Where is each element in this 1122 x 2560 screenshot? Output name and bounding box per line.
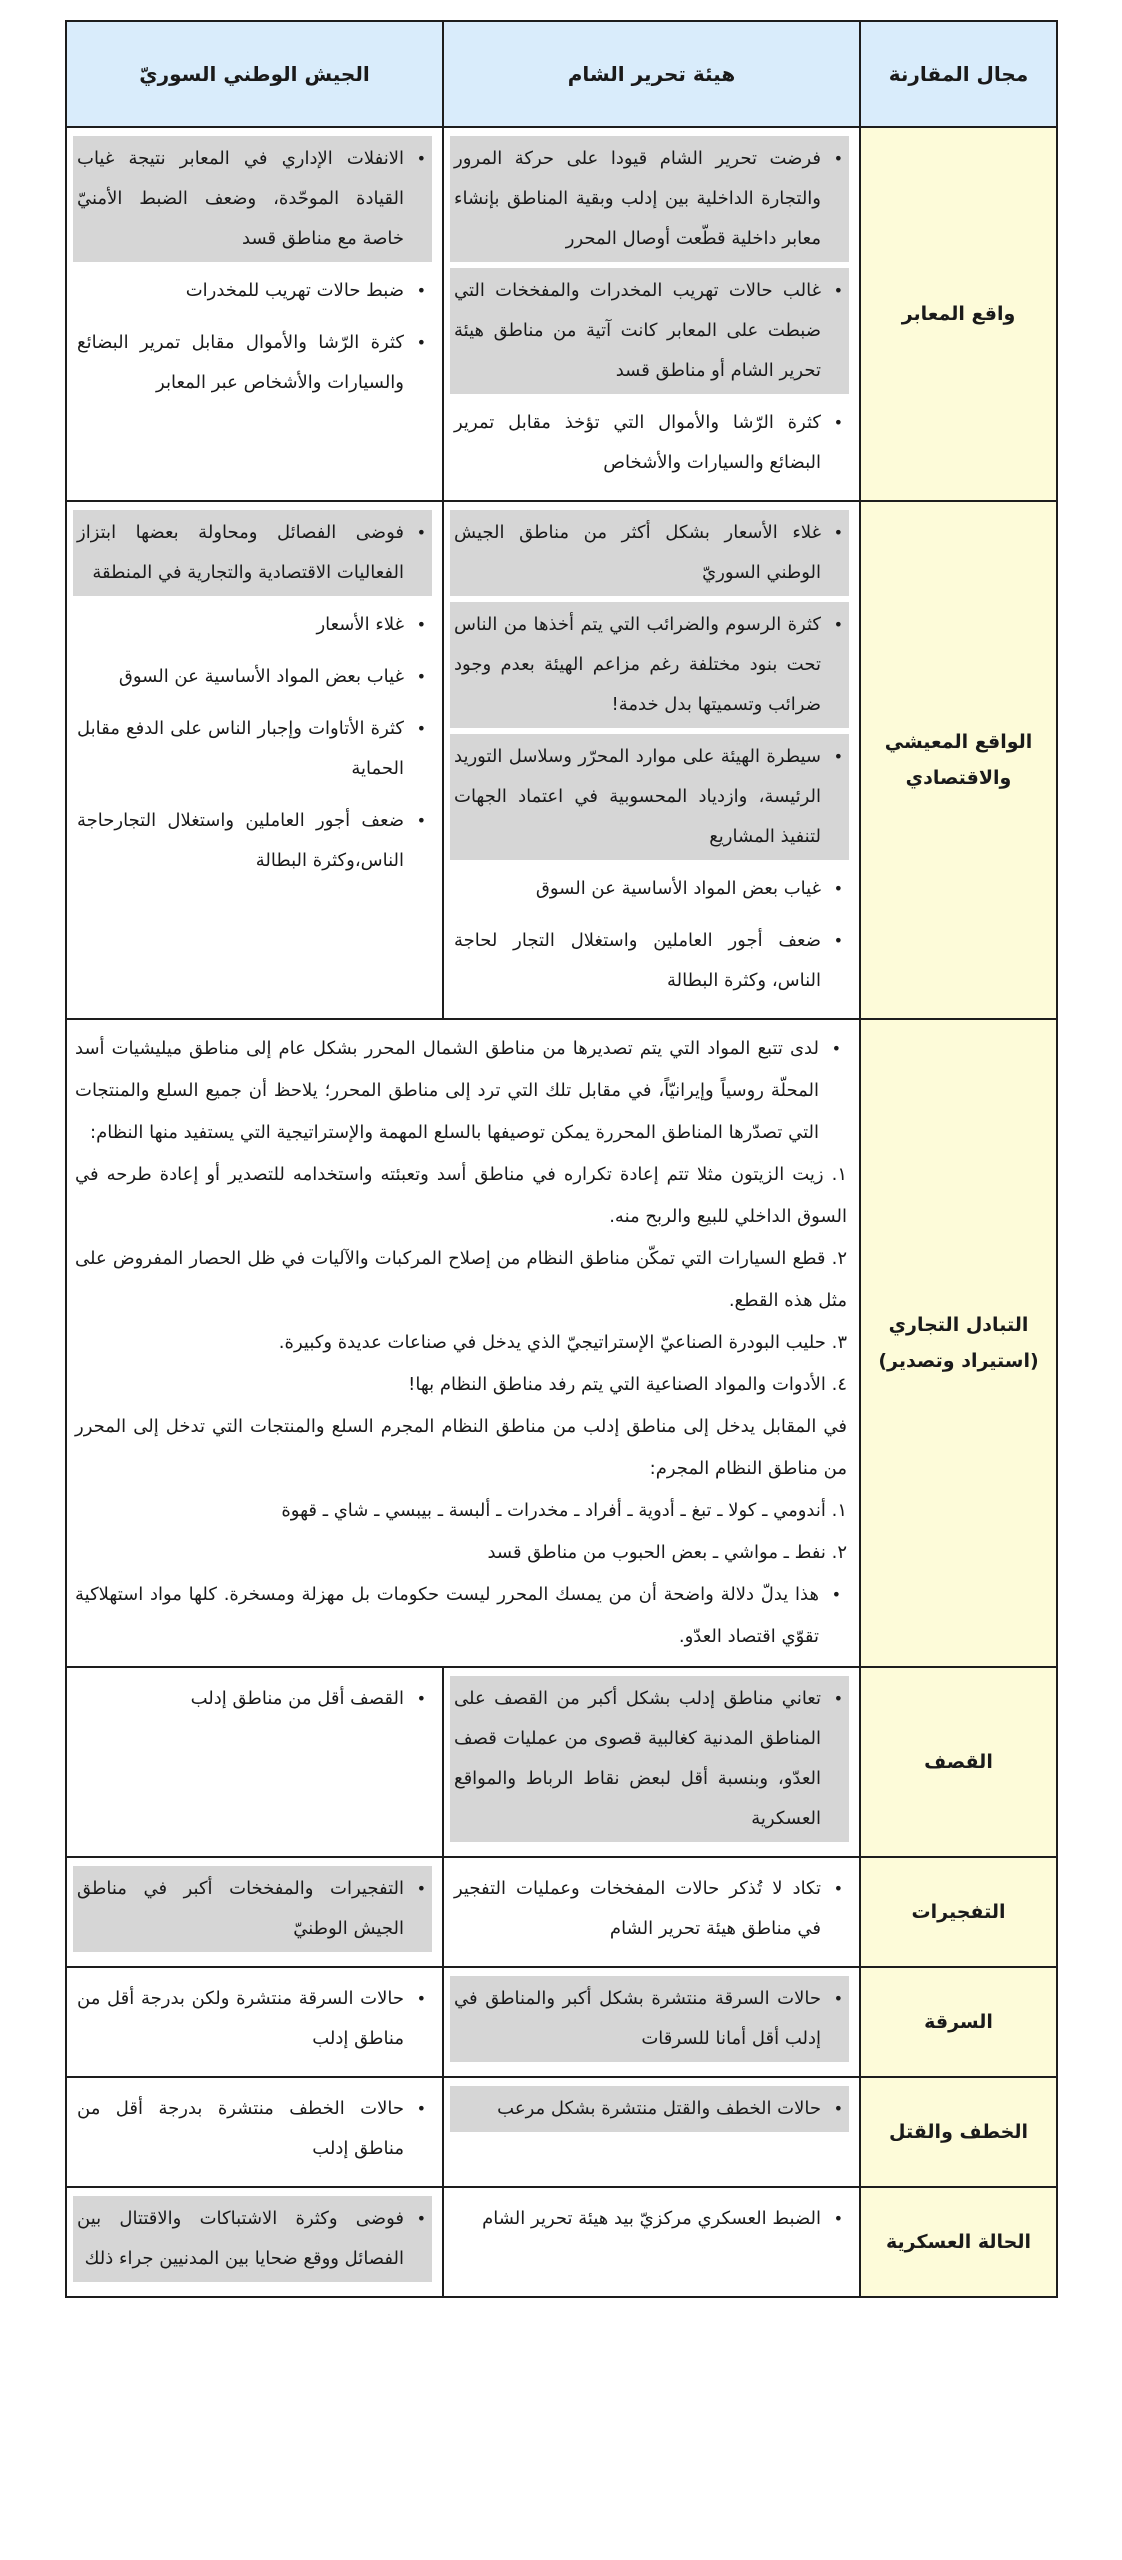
table-row — [66, 1857, 1057, 1967]
trade-paragraph: • هذا يدلّ دلالة واضحة أن من يمسك المحرر ليست حكومات بل مهزلة ومسخرة. كلها مواد استهلاكية تقوّي اقتصاد العدّو. — [75, 1574, 847, 1658]
hts-point: • غلاء الأسعار بشكل أكثر من مناطق الجيش الوطني السوريّ — [450, 510, 849, 596]
army-points-list — [73, 1676, 432, 1722]
army-points-list — [73, 136, 432, 406]
trade-paragraph: • لدى تتبع المواد التي يتم تصديرها من مناطق الشمال المحرر بشكل عام إلى مناطق ميليشيات أسد المحلّة روسياً وإيرانيّاً، في مقابل تلك التي ترد إلى مناطق المحرر؛ يلاحظ أن جميع السلع والمنتجات التي تصدّرها المناطق المحررة يمكن توصيفها بالسلع المهمة والإستراتيجية التي يستفيد منها النظام: — [75, 1028, 847, 1154]
army-point: • حالات السرقة منتشرة ولكن بدرجة أقل من مناطق إدلب — [73, 1976, 432, 2062]
merged-trade-cell — [66, 1019, 860, 1667]
table-row — [66, 2187, 1057, 2297]
hts-points-list — [450, 136, 849, 486]
trade-paragraph: ٢. قطع السيارات التي تمكّن مناطق النظام من إصلاح المركبات والآليات في ظل الحصار المفروض على مثل هذه القطع. — [75, 1248, 847, 1311]
hts-point: • فرضت تحرير الشام قيودا على حركة المرور والتجارة الداخلية بين إدلب وبقية المناطق بإنشاء معابر داخلية قطّعت أوصال المحرر — [450, 136, 849, 262]
army-cell — [66, 1667, 443, 1857]
army-points-list — [73, 1866, 432, 1952]
army-cell — [66, 127, 443, 501]
hts-cell — [443, 2077, 860, 2187]
army-point: • فوضى الفصائل ومحاولة بعضها ابتزاز الفعاليات الاقتصادية والتجارية في المنطقة — [73, 510, 432, 596]
table-row — [66, 1019, 1057, 1667]
comparison-field-cell: الخطف والقتل — [860, 2077, 1057, 2187]
comparison-field-cell: السرقة — [860, 1967, 1057, 2077]
trade-paragraph: ١. زيت الزيتون مثلا تتم إعادة تكراره في مناطق أسد وتعبئته واستخدامه للتصدير أو إعادة طرحه في السوق الداخلي للبيع والربح منه. — [75, 1164, 847, 1227]
hts-cell — [443, 1667, 860, 1857]
army-point: • كثرة الأتاوات وإجبار الناس على الدفع مقابل الحماية — [73, 706, 432, 792]
hts-point: • غالب حالات تهريب المخدرات والمفخخات التي ضبطت على المعابر كانت آتية من مناطق هيئة تحرير الشام أو مناطق قسد — [450, 268, 849, 394]
army-point: • الانفلات الإداري في المعابر نتيجة غياب القيادة الموحّدة، وضعف الضبط الأمنيّ خاصة مع مناطق قسد — [73, 136, 432, 262]
table-row — [66, 1667, 1057, 1857]
army-point: • غلاء الأسعار — [73, 602, 432, 648]
comparison-field-cell: الواقع المعيشي والاقتصادي — [860, 501, 1057, 1019]
table-row — [66, 501, 1057, 1019]
army-cell — [66, 1857, 443, 1967]
army-cell — [66, 2077, 443, 2187]
army-point: • القصف أقل من مناطق إدلب — [73, 1676, 432, 1722]
hts-points-list — [450, 2196, 849, 2242]
army-point: • فوضى وكثرة الاشتباكات والاقتتال بين الفصائل ووقع ضحايا بين المدنيين جراء ذلك — [73, 2196, 432, 2282]
hts-cell — [443, 2187, 860, 2297]
hts-point: • الضبط العسكري مركزيّ بيد هيئة تحرير الشام — [450, 2196, 849, 2242]
hts-point: • تكاد لا تُذكر حالات المفخخات وعمليات التفجير في مناطق هيئة تحرير الشام — [450, 1866, 849, 1952]
comparison-field-cell: التفجيرات — [860, 1857, 1057, 1967]
comparison-field-cell: واقع المعابر — [860, 127, 1057, 501]
army-points-list — [73, 2086, 432, 2172]
hts-point: • كثرة الرّشا والأموال التي تؤخذ مقابل تمرير البضائع والسيارات والأشخاص — [450, 400, 849, 486]
table-row — [66, 2077, 1057, 2187]
hts-cell — [443, 1967, 860, 2077]
table-row — [66, 127, 1057, 501]
army-cell — [66, 501, 443, 1019]
hts-point: • كثرة الرسوم والضرائب التي يتم أخذها من الناس تحت بنود مختلفة رغم مزاعم الهيئة بعدم وجود ضرائب وتسميتها بدل خدمة! — [450, 602, 849, 728]
trade-paragraph: ١. أندومي ـ كولا ـ تبغ ـ أدوية ـ أفراد ـ مخدرات ـ ألبسة ـ بيبسي ـ شاي ـ قهوة — [281, 1500, 847, 1521]
header-comparison-field: مجال المقارنة — [860, 21, 1057, 127]
army-point: • ضعف أجور العاملين واستغلال التجارحاجة الناس،وكثرة البطالة — [73, 798, 432, 884]
hts-cell — [443, 1857, 860, 1967]
army-cell — [66, 1967, 443, 2077]
hts-points-list — [450, 510, 849, 1004]
army-point: • ضبط حالات تهريب للمخدرات — [73, 268, 432, 314]
trade-paragraph: ٢. نفط ـ مواشي ـ بعض الحبوب من مناطق قسد — [487, 1542, 847, 1563]
hts-points-list — [450, 1866, 849, 1952]
header-hts: هيئة تحرير الشام — [443, 21, 860, 127]
army-cell — [66, 2187, 443, 2297]
hts-point: • غياب بعض المواد الأساسية عن السوق — [450, 866, 849, 912]
hts-cell — [443, 127, 860, 501]
hts-point: • تعاني مناطق إدلب بشكل أكبر من القصف على المناطق المدنية كغالبية قصوى من عمليات قصف العدّو، وبنسبة أقل لبعض نقاط الرباط والمواقع العسكرية — [450, 1676, 849, 1842]
army-point: • غياب بعض المواد الأساسية عن السوق — [73, 654, 432, 700]
comparison-table — [65, 20, 1058, 2298]
trade-paragraph: ٣. حليب البودرة الصناعيّ الإستراتيجيّ الذي يدخل في صناعات عديدة وكبيرة. — [278, 1332, 847, 1353]
hts-points-list — [450, 2086, 849, 2132]
hts-cell — [443, 501, 860, 1019]
army-points-list — [73, 2196, 432, 2282]
army-point: • حالات الخطف منتشرة بدرجة أقل من مناطق إدلب — [73, 2086, 432, 2172]
hts-point: • حالات السرقة منتشرة بشكل أكبر والمناطق في إدلب أقل أمانا للسرقات — [450, 1976, 849, 2062]
hts-points-list — [450, 1976, 849, 2062]
hts-point: • حالات الخطف والقتل منتشرة بشكل مرعب — [450, 2086, 849, 2132]
comparison-field-cell: القصف — [860, 1667, 1057, 1857]
table-row — [66, 1967, 1057, 2077]
comparison-field-cell: الحالة العسكرية — [860, 2187, 1057, 2297]
header-national-army: الجيش الوطني السوريّ — [66, 21, 443, 127]
army-point: • كثرة الرّشا والأموال مقابل تمرير البضائع والسيارات والأشخاص عبر المعابر — [73, 320, 432, 406]
hts-points-list — [450, 1676, 849, 1842]
trade-paragraph: ٤. الأدوات والمواد الصناعية التي يتم رفد مناطق النظام بها! — [408, 1374, 847, 1395]
hts-point: • سيطرة الهيئة على موارد المحرّر وسلاسل التوريد الرئيسة، وازدياد المحسوبية في اعتماد الجهات لتنفيذ المشاريع — [450, 734, 849, 860]
comparison-document — [67, 20, 1058, 2298]
army-points-list — [73, 510, 432, 884]
comparison-field-cell: التبادل التجاري (استيراد وتصدير) — [860, 1019, 1057, 1667]
army-point: • التفجيرات والمفخخات أكبر في مناطق الجيش الوطنيّ — [73, 1866, 432, 1952]
army-points-list — [73, 1976, 432, 2062]
table-header-row — [66, 21, 1057, 127]
hts-point: • ضعف أجور العاملين واستغلال التجار لحاجة الناس، وكثرة البطالة — [450, 918, 849, 1004]
trade-paragraph: في المقابل يدخل إلى مناطق إدلب من مناطق النظام المجرم السلع والمنتجات التي تدخل إلى المحرر من مناطق النظام المجرم: — [75, 1416, 847, 1479]
